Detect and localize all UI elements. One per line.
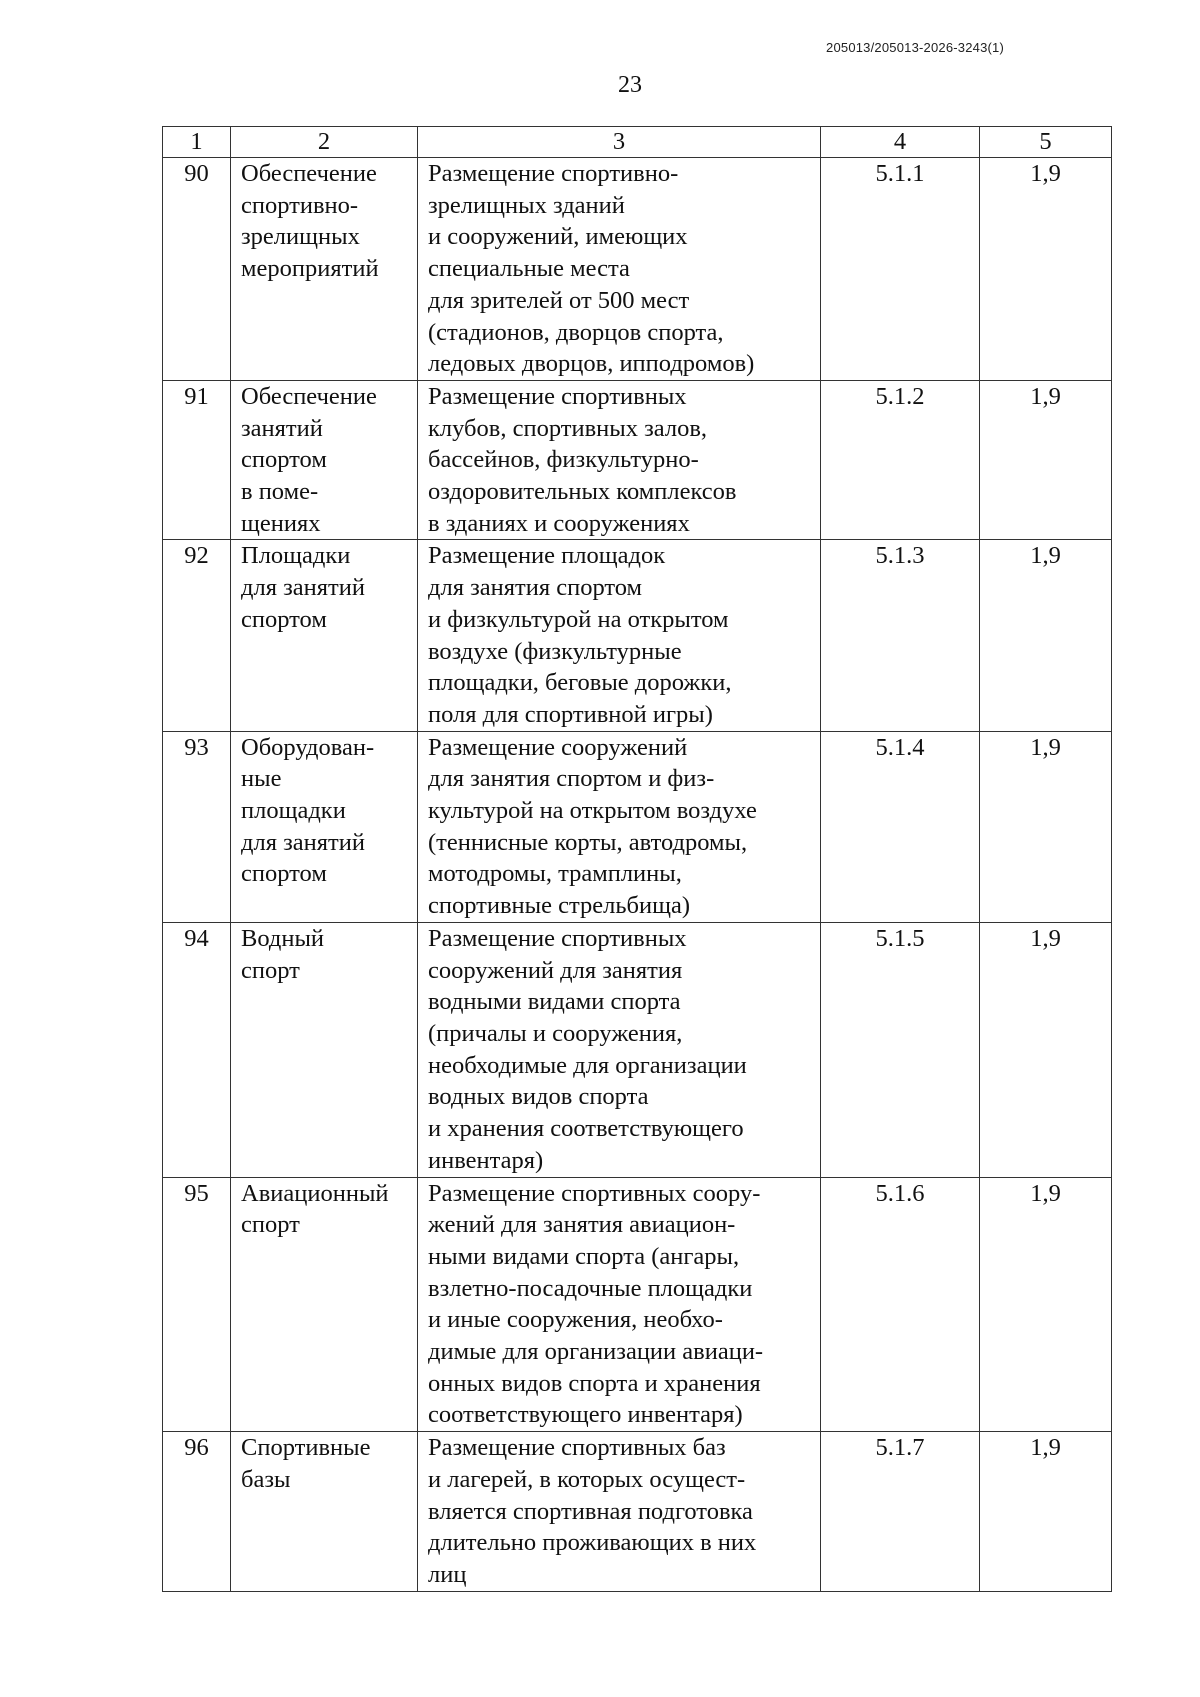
land-use-table xyxy=(162,126,1112,1592)
use-type-name xyxy=(231,1177,418,1432)
classifier-code: 5.1.3 xyxy=(821,540,980,731)
classifier-code: 5.1.1 xyxy=(821,158,980,381)
description-line: сооружений для занятия xyxy=(428,956,683,984)
description-line: и сооружений, имеющих xyxy=(428,223,688,251)
description-line: димые для организации авиаци- xyxy=(428,1338,764,1366)
name-line: занятий xyxy=(241,414,323,442)
description-line: водных видов спорта xyxy=(428,1083,649,1111)
description-line: для зрителей от 500 мест xyxy=(428,286,690,314)
name-line: Авиационный xyxy=(241,1179,389,1207)
coefficient: 1,9 xyxy=(980,158,1112,381)
description-line: для занятия спортом xyxy=(428,574,643,602)
name-line: Оборудован- xyxy=(241,733,375,761)
description-line: Размещение сооружений xyxy=(428,733,688,761)
name-line: спорт xyxy=(241,956,300,984)
name-line: Обеспечение xyxy=(241,160,377,187)
description-line: инвентаря) xyxy=(428,1146,544,1174)
description-line: мотодромы, трамплины, xyxy=(428,860,682,888)
name-line: ные xyxy=(241,765,282,793)
description-line: и физкультурой на открытом xyxy=(428,605,729,633)
column-header: 4 xyxy=(821,127,980,158)
description-line: Размещение спортивных соору- xyxy=(428,1179,761,1207)
name-line: зрелищных xyxy=(241,223,360,251)
description-line: Размещение спортивных xyxy=(428,924,687,952)
table-row xyxy=(163,540,1112,731)
row-number: 96 xyxy=(163,1432,231,1592)
column-header: 3 xyxy=(418,127,821,158)
name-line: спорт xyxy=(241,1211,300,1239)
use-type-description xyxy=(418,540,821,731)
description-line: Размещение спортивных xyxy=(428,382,687,410)
coefficient: 1,9 xyxy=(980,380,1112,540)
description-line: зрелищных зданий xyxy=(428,191,625,219)
description-line: оздоровительных комплексов xyxy=(428,478,737,506)
use-type-name xyxy=(231,922,418,1177)
document-id: 205013/205013-2026-3243(1) xyxy=(826,40,1004,55)
use-type-description xyxy=(418,158,821,381)
description-line: необходимые для организации xyxy=(428,1051,747,1079)
use-type-description xyxy=(418,380,821,540)
use-type-name xyxy=(231,1432,418,1592)
table-row xyxy=(163,1177,1112,1432)
description-line: взлетно-посадочные площадки xyxy=(428,1274,753,1302)
name-line: спортивно- xyxy=(241,191,359,219)
classifier-code: 5.1.2 xyxy=(821,380,980,540)
table-header-row xyxy=(163,127,1112,158)
use-type-name xyxy=(231,731,418,922)
description-line: водными видами спорта xyxy=(428,988,681,1016)
name-line: для занятий xyxy=(241,574,365,602)
coefficient: 1,9 xyxy=(980,731,1112,922)
description-line: (причалы и сооружения, xyxy=(428,1019,683,1047)
name-line: площадки xyxy=(241,797,346,825)
row-number: 93 xyxy=(163,731,231,922)
use-type-description xyxy=(418,731,821,922)
column-header: 1 xyxy=(163,127,231,158)
description-line: ледовых дворцов, ипподромов) xyxy=(428,350,755,378)
description-line: площадки, беговые дорожки, xyxy=(428,669,732,697)
name-line: Площадки xyxy=(241,542,351,570)
name-line: щениях xyxy=(241,509,321,537)
classifier-code: 5.1.7 xyxy=(821,1432,980,1592)
use-type-description xyxy=(418,1177,821,1432)
name-line: Спортивные xyxy=(241,1434,371,1462)
classifier-code: 5.1.6 xyxy=(821,1177,980,1432)
name-line: Водный xyxy=(241,924,325,952)
description-line: спортивные стрельбища) xyxy=(428,892,690,920)
description-line: вляется спортивная подготовка xyxy=(428,1497,753,1525)
description-line: клубов, спортивных залов, xyxy=(428,414,708,442)
name-line: спортом xyxy=(241,446,327,474)
use-type-description xyxy=(418,1432,821,1592)
table-row xyxy=(163,1432,1112,1592)
description-line: в зданиях и сооружениях xyxy=(428,509,690,537)
description-line: Размещение спортивных баз xyxy=(428,1434,726,1462)
description-line: Размещение спортивно- xyxy=(428,160,679,187)
name-line: в поме- xyxy=(241,478,319,506)
description-line: лиц xyxy=(428,1560,467,1588)
name-line: мероприятий xyxy=(241,255,379,283)
name-line: спортом xyxy=(241,860,327,888)
row-number: 95 xyxy=(163,1177,231,1432)
name-line: базы xyxy=(241,1465,291,1493)
description-line: длительно проживающих в них xyxy=(428,1529,757,1557)
description-line: поля для спортивной игры) xyxy=(428,700,713,728)
description-line: воздухе (физкультурные xyxy=(428,637,682,665)
name-line: спортом xyxy=(241,605,327,633)
description-line: Размещение площадок xyxy=(428,542,666,570)
description-line: (стадионов, дворцов спорта, xyxy=(428,318,724,346)
table-body xyxy=(163,158,1112,1592)
description-line: жений для занятия авиацион- xyxy=(428,1211,736,1239)
use-type-name xyxy=(231,158,418,381)
coefficient: 1,9 xyxy=(980,1432,1112,1592)
classifier-code: 5.1.5 xyxy=(821,922,980,1177)
row-number: 94 xyxy=(163,922,231,1177)
row-number: 90 xyxy=(163,158,231,381)
coefficient: 1,9 xyxy=(980,540,1112,731)
coefficient: 1,9 xyxy=(980,922,1112,1177)
description-line: и хранения соответствующего xyxy=(428,1115,744,1143)
table-row xyxy=(163,922,1112,1177)
name-line: для занятий xyxy=(241,828,365,856)
description-line: и лагерей, в которых осущест- xyxy=(428,1465,746,1493)
use-type-name xyxy=(231,540,418,731)
page-number: 23 xyxy=(618,72,642,98)
description-line: онных видов спорта и хранения xyxy=(428,1369,761,1397)
column-header: 5 xyxy=(980,127,1112,158)
description-line: соответствующего инвентаря) xyxy=(428,1401,743,1429)
name-line: Обеспечение xyxy=(241,382,377,410)
table-row xyxy=(163,380,1112,540)
table-row xyxy=(163,731,1112,922)
coefficient: 1,9 xyxy=(980,1177,1112,1432)
column-header: 2 xyxy=(231,127,418,158)
use-type-description xyxy=(418,922,821,1177)
classifier-code: 5.1.4 xyxy=(821,731,980,922)
description-line: и иные сооружения, необхо- xyxy=(428,1306,723,1334)
description-line: ными видами спорта (ангары, xyxy=(428,1242,740,1270)
row-number: 91 xyxy=(163,380,231,540)
use-type-name xyxy=(231,380,418,540)
description-line: для занятия спортом и физ- xyxy=(428,765,715,793)
description-line: культурой на открытом воздухе xyxy=(428,797,757,825)
description-line: бассейнов, физкультурно- xyxy=(428,446,699,474)
table-row xyxy=(163,158,1112,381)
row-number: 92 xyxy=(163,540,231,731)
description-line: специальные места xyxy=(428,255,630,283)
description-line: (теннисные корты, автодромы, xyxy=(428,828,748,856)
